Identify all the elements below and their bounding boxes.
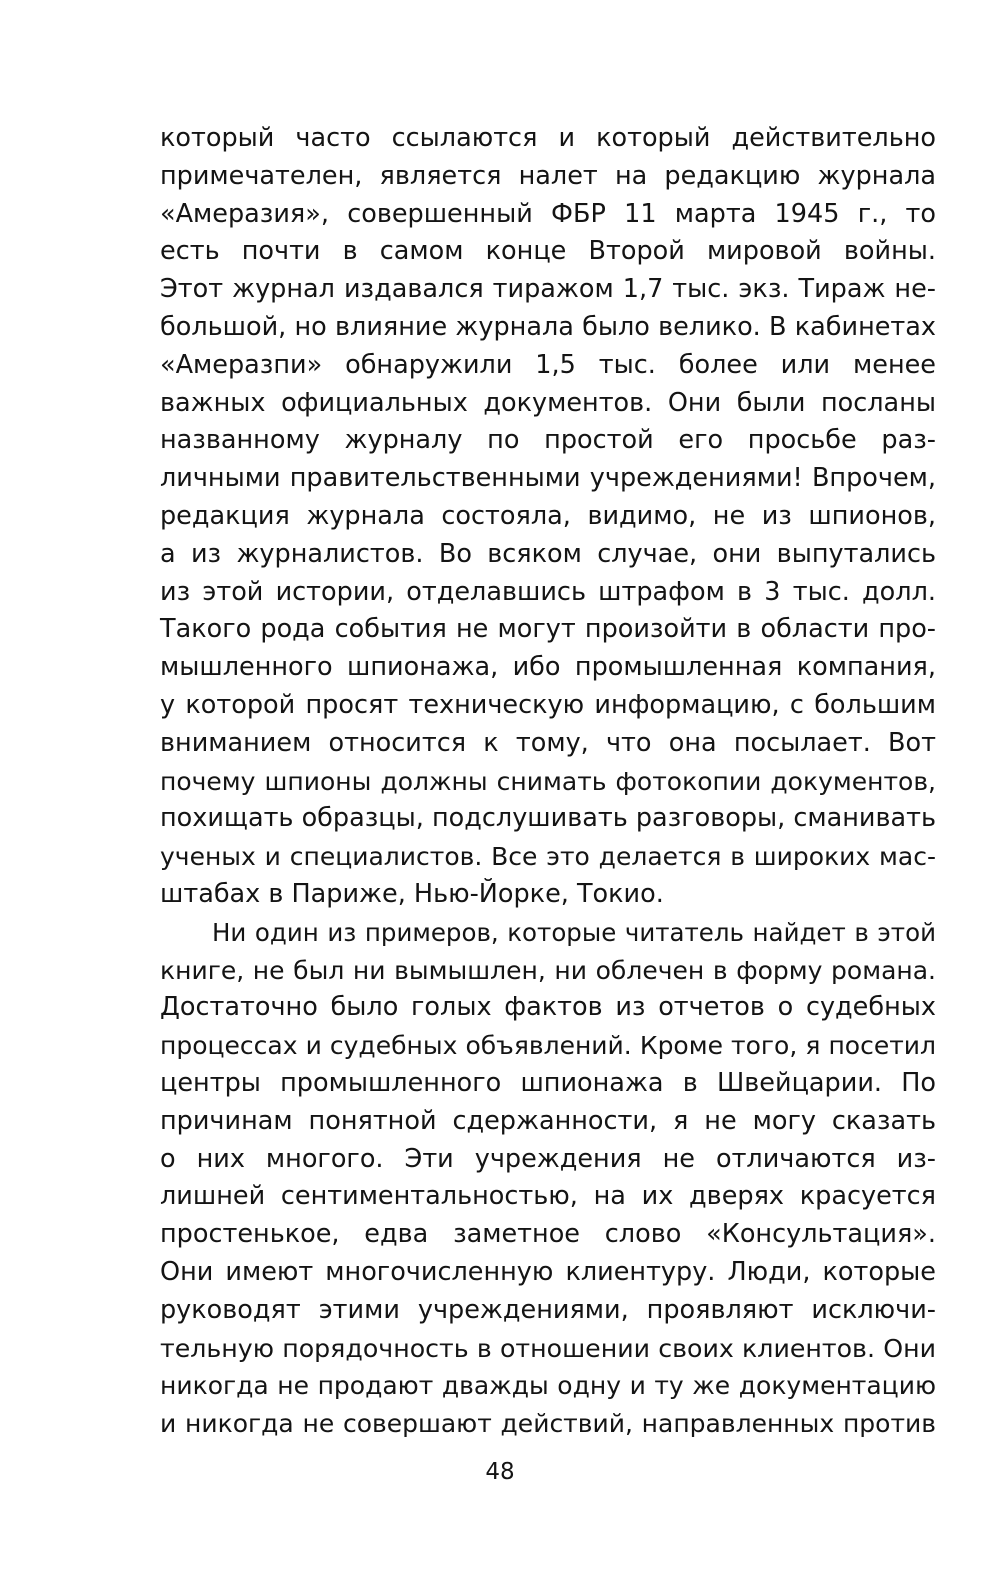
text-line: Такого рода события не могут произойти в области про-	[160, 614, 936, 645]
text-line: похищать образцы, подслушивать разговоры, сманивать	[160, 803, 937, 834]
text-line: «Амеразпи» обнаружили 1,5 тыс. более или менее	[160, 349, 936, 380]
text-line: Достаточно было голых фактов из отчетов о судебных	[160, 992, 936, 1023]
text-line: никогда не продают дважды одну и ту же документацию	[160, 1371, 936, 1401]
text-line: центры промышленного шпионажа в Швейцарии. По	[160, 1067, 936, 1098]
text-line: процессах и судебных объявлений. Кроме того, я посетил	[160, 1031, 936, 1061]
text-line: лишней сентиментальностью, на их дверях красуется	[160, 1181, 936, 1212]
text-line: а из журналистов. Во всяком случае, они выпутались	[160, 538, 936, 569]
text-line: Ни один из примеров, которые читатель найдет в этой	[212, 917, 936, 947]
text-line: книге, не был ни вымышлен, ни облечен в форму романа.	[160, 955, 936, 985]
text-line: мышленного шпионажа, ибо промышленная компания,	[160, 652, 936, 683]
text-line: и никогда не совершают действий, направленных против	[160, 1409, 936, 1439]
text-line: Этот журнал издавался тиражом 1,7 тыс. экз. Тираж не-	[160, 274, 936, 305]
text-line: большой, но влияние журнала было велико. В кабинетах	[160, 311, 936, 342]
text-line: из этой истории, отделавшись штрафом в 3 тыс. долл.	[160, 576, 936, 607]
text-line: штабах в Париже, Нью-Йорке, Токио.	[160, 878, 664, 909]
text-line: редакция журнала состояла, видимо, не из шпионов,	[160, 500, 936, 531]
text-line: руководят этими учреждениями, проявляют исключи-	[160, 1294, 936, 1325]
text-line: примечателен, является налет на редакцию журнала	[160, 160, 936, 191]
text-line: Они имеют многочисленную клиентуру. Люди, которые	[160, 1256, 936, 1287]
text-line: причинам понятной сдержанности, я не могу сказать	[160, 1105, 936, 1136]
page-number: 48	[485, 1459, 515, 1485]
text-line: есть почти в самом конце Второй мировой войны.	[160, 236, 936, 267]
text-line: о них многого. Эти учреждения не отличаются из-	[160, 1143, 936, 1174]
text-line: почему шпионы должны снимать фотокопии документов,	[160, 766, 936, 796]
text-line: который часто ссылаются и который действительно	[160, 123, 936, 153]
body-text	[160, 120, 936, 1443]
text-line: простенькое, едва заметное слово «Консультация».	[160, 1219, 936, 1250]
text-line: важных официальных документов. Они были посланы	[160, 387, 936, 418]
text-line: у которой просят техническую информацию, с большим	[160, 689, 936, 720]
text-line: ученых и специалистов. Все это делается в широких мас-	[160, 842, 936, 872]
text-line: тельную порядочность в отношении своих клиентов. Они	[160, 1333, 936, 1363]
text-line: личными правительственными учреждениями! Впрочем,	[160, 463, 936, 494]
text-line: вниманием относится к тому, что она посылает. Вот	[160, 727, 936, 758]
text-line: «Амеразия», совершенный ФБР 11 марта 1945 г., то	[160, 198, 936, 229]
text-line: названному журналу по простой его просьбе раз-	[160, 425, 936, 456]
